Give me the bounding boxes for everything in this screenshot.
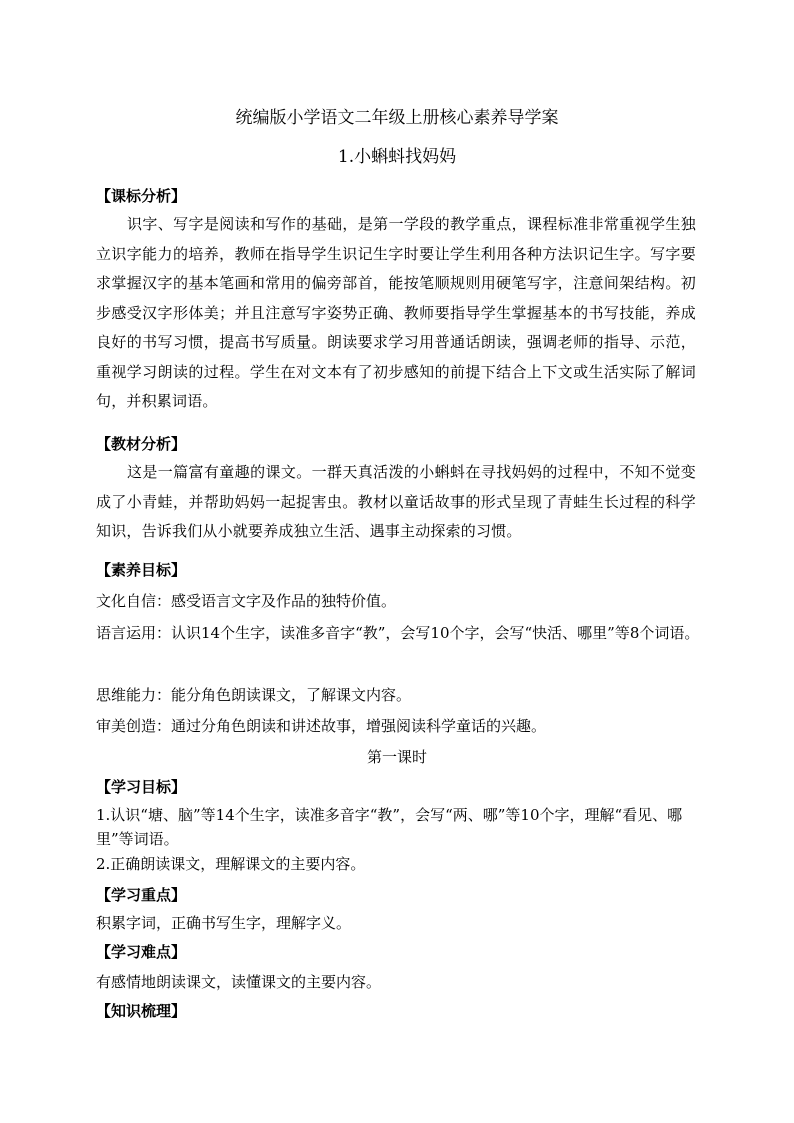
lesson-period-label: 第一课时 bbox=[366, 748, 427, 766]
key-points-heading: 【学习重点】 bbox=[96, 886, 187, 904]
learning-goal-item: 1.认识“塘、脑”等14个生字，读准多音字“教”，会写“两、哪”等10个字，理解“看见、哪里”等词语。 bbox=[96, 806, 683, 848]
lesson-subtitle: 1.小蝌蚪找妈妈 bbox=[337, 147, 457, 167]
literacy-goal-item: 思维能力：能分角色朗读课文，了解课文内容。 bbox=[96, 686, 412, 704]
curriculum-paragraph: 识字、写字是阅读和写作的基础，是第一学段的教学重点，课程标准非常重视学生独立识字能力的培养，教师在指导学生识记生字时要让学生利用各种方法识记生字。写字要求掌握汉字的基本笔画和常用的偏旁部首，能按笔顺规则用硬笔写字，注意间架结构。初步感受汉字形体美；并且注意写字姿势正确、教师要指导学生掌握基本的书写技能，养成良好的书写习惯，提高书写质量。朗读要求学习用普通话朗读，强调老师的指导、示范，重视学习朗读的过程。学生在对文本有了初步感知的前提下结合上下文或生活实际了解词句，并积累词语。 bbox=[96, 215, 696, 410]
textbook-heading: 【教材分析】 bbox=[96, 435, 187, 453]
document-title: 统编版小学语文二年级上册核心素养导学案 bbox=[235, 108, 559, 128]
curriculum-heading: 【课标分析】 bbox=[96, 187, 187, 205]
key-points-text: 积累字词，正确书写生字，理解字义。 bbox=[96, 914, 352, 932]
textbook-paragraph: 这是一篇富有童趣的课文。一群天真活泼的小蝌蚪在寻找妈妈的过程中，不知不觉变成了小青蛙，并帮助妈妈一起捉害虫。教材以童话故事的形式呈现了青蛙生长过程的科学知识，告诉我们从小就要养成独立生活、遇事主动探索的习惯。 bbox=[96, 463, 696, 540]
knowledge-heading: 【知识梳理】 bbox=[96, 1002, 187, 1020]
learning-goal-item: 2.正确朗读课文，理解课文的主要内容。 bbox=[96, 855, 366, 873]
literacy-goal-item: 语言运用：认识14个生字，读准多音字“教”，会写10个字，会写“快活、哪里”等8个词语。 bbox=[96, 624, 700, 642]
literacy-goal-item: 审美创造：通过分角色朗读和讲述故事，增强阅读科学童话的兴趣。 bbox=[96, 717, 547, 735]
difficulties-text: 有感情地朗读课文，读懂课文的主要内容。 bbox=[96, 973, 382, 991]
learning-goals-heading: 【学习目标】 bbox=[96, 778, 187, 796]
literacy-goal-item: 文化自信：感受语言文字及作品的独特价值。 bbox=[96, 592, 397, 610]
literacy-goals-heading: 【素养目标】 bbox=[96, 561, 187, 579]
difficulties-heading: 【学习难点】 bbox=[96, 943, 187, 961]
